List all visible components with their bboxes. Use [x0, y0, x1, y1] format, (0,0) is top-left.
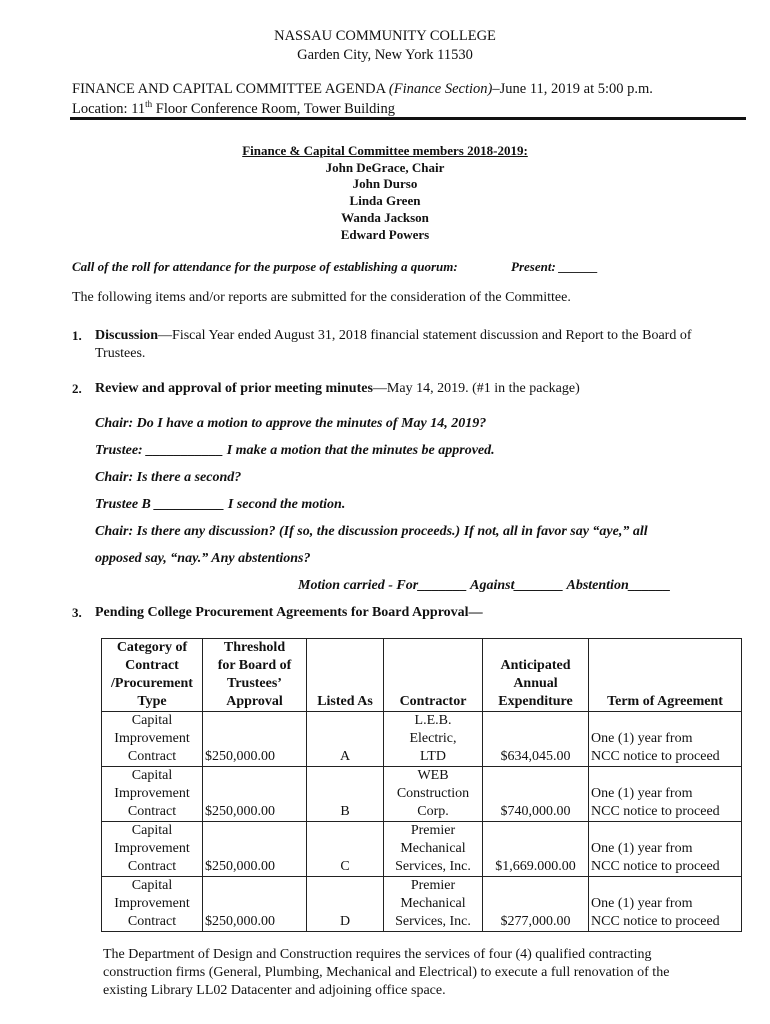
table-row — [102, 767, 742, 822]
dialogue-line: Trustee: ___________ I make a motion that the minutes be approved. — [95, 443, 495, 458]
header-divider — [70, 117, 746, 120]
member-name: Linda Green — [349, 193, 421, 209]
column-header: Listed As — [307, 639, 384, 712]
category-cell: Capital Improvement Contract — [102, 712, 203, 767]
member-name: Edward Powers — [340, 226, 430, 242]
item-title: Review and approval of prior meeting minutes — [95, 381, 373, 396]
expenditure-cell: $740,000.00 — [483, 767, 589, 822]
agenda-section: (Finance Section) — [388, 81, 493, 97]
item-text: —May 14, 2019. (#1 in the package) — [372, 381, 580, 396]
listed-as-cell: A — [307, 712, 384, 767]
contractor-cell: Premier Mechanical Services, Inc. — [384, 822, 483, 877]
item-text: —Fiscal Year ended August 31, 2018 financial statement discussion and Report to the Board of Trustees. — [95, 328, 692, 361]
listed-as-cell: D — [307, 877, 384, 932]
item-title: Pending College Procurement Agreements for Board Approval— — [95, 605, 483, 620]
dialogue-line: Chair: Do I have a motion to approve the minutes of May 14, 2019? — [95, 416, 487, 431]
category-cell: Capital Improvement Contract — [102, 877, 203, 932]
category-cell: Capital Improvement Contract — [102, 767, 203, 822]
dialogue-line: Trustee B __________ I second the motion. — [95, 497, 346, 512]
item-title: Discussion — [95, 328, 159, 343]
contractor-cell: Premier Mechanical Services, Inc. — [384, 877, 483, 932]
column-header: Term of Agreement — [589, 639, 742, 712]
listed-as-cell: C — [307, 822, 384, 877]
expenditure-cell: $1,669.000.00 — [483, 822, 589, 877]
closing-paragraph — [103, 946, 723, 1000]
present-field: Present: ______ — [511, 259, 599, 274]
term-cell: One (1) year from NCC notice to proceed — [589, 822, 742, 877]
agenda-title-line — [72, 81, 653, 98]
term-cell: One (1) year from NCC notice to proceed — [589, 712, 742, 767]
column-header: Category of Contract /Procurement Type — [102, 639, 203, 712]
column-header: Contractor — [384, 639, 483, 712]
category-cell: Capital Improvement Contract — [102, 822, 203, 877]
committee-members — [0, 143, 770, 243]
closing-line: existing Library LL02 Datacenter and adjoining office space. — [103, 983, 446, 998]
closing-line: construction firms (General, Plumbing, Mechanical and Electrical) to execute a full renovation of the — [103, 965, 670, 980]
member-name: John Durso — [352, 176, 418, 192]
dialogue-line: opposed say, “nay.” Any abstentions? — [95, 551, 311, 566]
agenda-item-1 — [72, 327, 748, 367]
listed-as-cell: B — [307, 767, 384, 822]
table-row — [102, 712, 742, 767]
expenditure-cell: $277,000.00 — [483, 877, 589, 932]
table-row — [102, 822, 742, 877]
institution-name: NASSAU COMMUNITY COLLEGE — [274, 28, 496, 44]
contractor-cell: L.E.B. Electric, LTD — [384, 712, 483, 767]
location-line — [72, 99, 395, 118]
agenda-item-3 — [72, 604, 748, 624]
contractor-cell: WEB Construction Corp. — [384, 767, 483, 822]
procurement-table — [101, 638, 742, 932]
member-name: Wanda Jackson — [341, 209, 429, 225]
agenda-item-2 — [72, 380, 748, 400]
roll-call-text: Call of the roll for attendance for the purpose of establishing a quorum: — [72, 259, 458, 274]
table-row — [102, 877, 742, 932]
institution-address: Garden City, New York 11530 — [297, 47, 473, 63]
threshold-cell: $250,000.00 — [203, 767, 307, 822]
item-number: 2. — [72, 381, 82, 396]
expenditure-cell: $634,045.00 — [483, 712, 589, 767]
members-title: Finance & Capital Committee members 2018-2019: — [242, 143, 528, 158]
column-header: Anticipated Annual Expenditure — [483, 639, 589, 712]
threshold-cell: $250,000.00 — [203, 877, 307, 932]
intro-text: The following items and/or reports are submitted for the consideration of the Committee. — [72, 290, 571, 305]
closing-line: The Department of Design and Construction requires the services of four (4) qualified contracting — [103, 947, 652, 962]
agenda-date: –June 11, 2019 at 5:00 p.m. — [492, 81, 653, 97]
column-header: Threshold for Board of Trustees’ Approval — [203, 639, 307, 712]
threshold-cell: $250,000.00 — [203, 822, 307, 877]
location-sup: th — [145, 99, 153, 109]
table-header-row — [102, 639, 742, 712]
item-number: 1. — [72, 328, 82, 343]
term-cell: One (1) year from NCC notice to proceed — [589, 877, 742, 932]
motion-result-line: Motion carried - For_______ Against_______ Abstention______ — [298, 578, 671, 593]
threshold-cell: $250,000.00 — [203, 712, 307, 767]
location-label: Location: 11 — [72, 100, 146, 117]
member-name: John DeGrace, Chair — [325, 159, 445, 175]
agenda-title: FINANCE AND CAPITAL COMMITTEE AGENDA — [72, 81, 386, 97]
dialogue-line: Chair: Is there any discussion? (If so, the discussion proceeds.) If not, all in favor say “aye,” all — [95, 524, 648, 539]
dialogue-line: Chair: Is there a second? — [95, 470, 242, 485]
location-rest: Floor Conference Room, Tower Building — [152, 100, 395, 117]
item-number: 3. — [72, 605, 82, 620]
term-cell: One (1) year from NCC notice to proceed — [589, 767, 742, 822]
